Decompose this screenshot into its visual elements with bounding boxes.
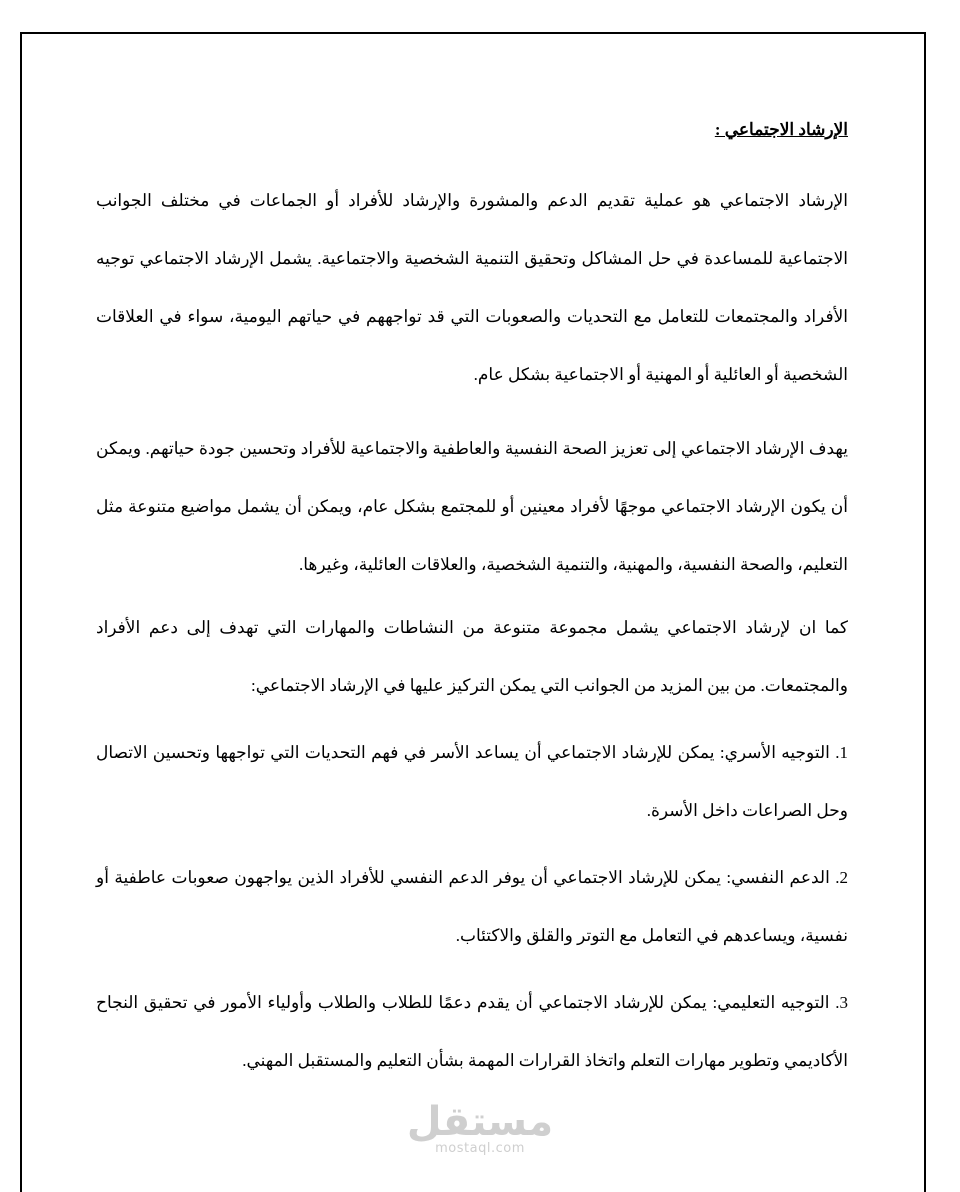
list-item-educational-guidance: 3. التوجيه التعليمي: يمكن للإرشاد الاجتماعي أن يقدم دعمًا للطلاب والطلاب وأولياء الأمور في تحقيق النجاح الأكاديمي وتطوير مهارات التعلم واتخاذ القرارات المهمة بشأن التعليم والمستقبل المهني. [96,993,848,1070]
paragraph-definition: الإرشاد الاجتماعي هو عملية تقديم الدعم والمشورة والإرشاد للأفراد أو الجماعات في مختلف الجوانب الاجتماعية للمساعدة في حل المشاكل وتحقيق التنمية الشخصية والاجتماعية. يشمل الإرشاد الاجتماعي توجيه الأفراد والمجتمعات للتعامل مع التحديات والصعوبات التي قد تواجههم في حياتهم اليومية، سواء في العلاقات الشخصية أو العائلية أو المهنية أو الاجتماعية بشكل عام. [96,191,848,384]
section-heading: الإرشاد الاجتماعي : [714,120,848,139]
watermark-site: mostaql.com [435,1141,525,1156]
list-item-family-guidance: 1. التوجيه الأسري: يمكن للإرشاد الاجتماعي أن يساعد الأسر في فهم التحديات التي تواجهها وتحسين الاتصال وحل الصراعات داخل الأسرة. [96,743,848,820]
watermark-logo-text: مستقل [406,1099,554,1145]
paragraph-activities: كما ان لإرشاد الاجتماعي يشمل مجموعة متنوعة من النشاطات والمهارات التي تهدف إلى دعم الأفراد والمجتمعات. من بين المزيد من الجوانب التي يمكن التركيز عليها في الإرشاد الاجتماعي: [96,618,848,695]
document-page [20,32,926,1192]
list-item-psychological-support: 2. الدعم النفسي: يمكن للإرشاد الاجتماعي أن يوفر الدعم النفسي للأفراد الذين يواجهون صعوبات عاطفية أو نفسية، ويساعدهم في التعامل مع التوتر والقلق والاكتئاب. [96,868,848,945]
paragraph-goals: يهدف الإرشاد الاجتماعي إلى تعزيز الصحة النفسية والعاطفية والاجتماعية للأفراد وتحسين جودة حياتهم. ويمكن أن يكون الإرشاد الاجتماعي موجهًا لأفراد معينين أو للمجتمع بشكل عام، ويمكن أن يشمل مواضيع متنوعة مثل التعليم، والصحة النفسية، والمهنية، والتنمية الشخصية، والعلاقات العائلية، وغيرها. [96,439,848,574]
mostaql-watermark [0,1099,960,1156]
